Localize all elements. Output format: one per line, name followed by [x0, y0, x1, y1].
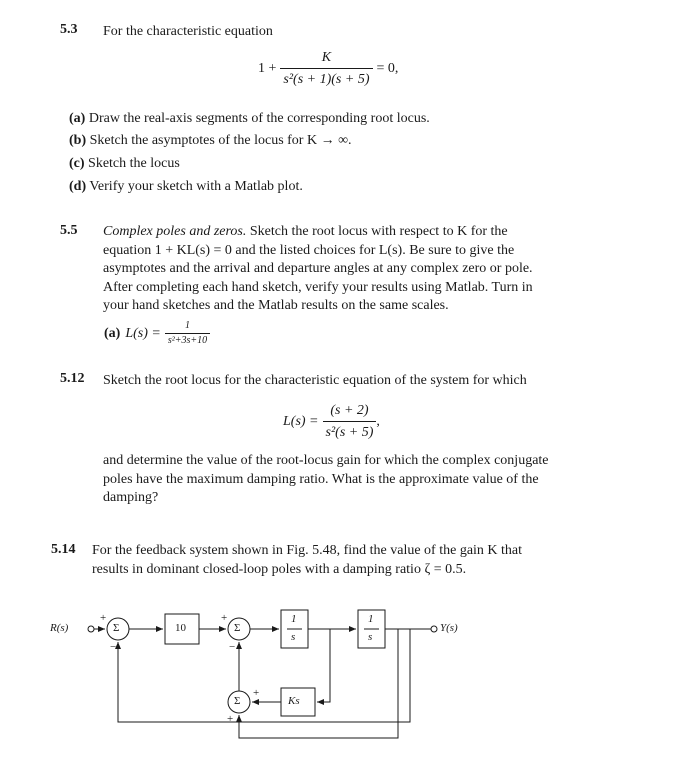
equation-lhs: 1 + [258, 61, 277, 76]
problem-title: Complex poles and zeros. [103, 224, 247, 239]
item-text: Draw the real-axis segments of the corresponding root locus. [88, 111, 430, 126]
equation-numerator: K [321, 50, 332, 65]
text-line: After completing each hand sketch, verify your results using Matlab. Turn in [103, 279, 533, 295]
text-line: results in dominant closed-loop poles with a damping ratio ζ = 0.5. [92, 561, 467, 577]
sigma-symbol: Σ [113, 622, 120, 634]
minus-sign: − [110, 641, 117, 653]
text-line: asymptotes and the arrival and departure angles at any complex zero or pole. [103, 261, 533, 276]
sigma-symbol: Σ [234, 622, 241, 634]
plus-sign: + [221, 612, 228, 624]
equation-lhs: L(s) = [283, 414, 319, 429]
equation-rhs: , [376, 414, 380, 429]
integrator-denominator: s [368, 631, 373, 643]
item-text: Verify your sketch with a Matlab plot. [89, 179, 303, 194]
text-line: damping? [103, 490, 159, 505]
minus-sign: − [229, 641, 236, 653]
text-line: equation 1 + KL(s) = 0 and the listed choices for L(s). Be sure to give the [103, 242, 515, 258]
output-label: Y(s) [440, 622, 458, 634]
plus-sign: + [100, 612, 107, 624]
text-line: poles have the maximum damping ratio. What is the approximate value of the [103, 471, 539, 487]
problem-prompt: For the characteristic equation [103, 24, 273, 39]
equation-denominator: s²(s + 5) [323, 421, 377, 442]
problem-number: 5.3 [60, 22, 78, 37]
equation-rhs: = 0, [376, 61, 399, 76]
integrator-numerator: 1 [368, 613, 374, 625]
input-terminal [88, 626, 94, 632]
input-label: R(s) [50, 622, 69, 634]
equation-lhs: L(s) = [125, 326, 161, 341]
equation-numerator: 1 [184, 320, 190, 331]
gain-value: 10 [175, 622, 186, 634]
problem-prompt: Sketch the root locus for the characteristic equation of the system for which [103, 373, 527, 388]
plus-sign: + [253, 687, 260, 699]
text-line: For the feedback system shown in Fig. 5.48, find the value of the gain K that [92, 543, 523, 558]
item-text: Sketch the asymptotes of the locus for K → ∞. [89, 133, 352, 148]
problem-number: 5.5 [60, 223, 78, 238]
equation-denominator: s²(s + 1)(s + 5) [280, 68, 372, 89]
item-label: (a) [104, 326, 121, 341]
equation-denominator: s²+3s+10 [165, 333, 210, 347]
problem-number: 5.12 [60, 371, 85, 386]
text-line: Sketch the root locus with respect to K for the [249, 224, 508, 239]
integrator-numerator: 1 [291, 613, 297, 625]
item-label: (d) [69, 179, 87, 194]
text-line: and determine the value of the root-locus gain for which the complex conjugate [103, 453, 549, 468]
text-line: your hand sketches and the Matlab results on the same scales. [103, 298, 449, 313]
tap-line [317, 629, 330, 702]
plus-sign: + [227, 713, 234, 725]
equation-numerator: (s + 2) [330, 403, 369, 418]
problem-number: 5.14 [51, 542, 76, 557]
item-label: (a) [69, 111, 86, 126]
feedback-gain-label: Ks [288, 695, 300, 707]
item-text: Sketch the locus [88, 156, 180, 171]
integrator-denominator: s [291, 631, 296, 643]
sigma-symbol: Σ [234, 695, 241, 707]
item-label: (c) [69, 156, 85, 171]
item-label: (b) [69, 133, 87, 148]
output-terminal [431, 626, 437, 632]
